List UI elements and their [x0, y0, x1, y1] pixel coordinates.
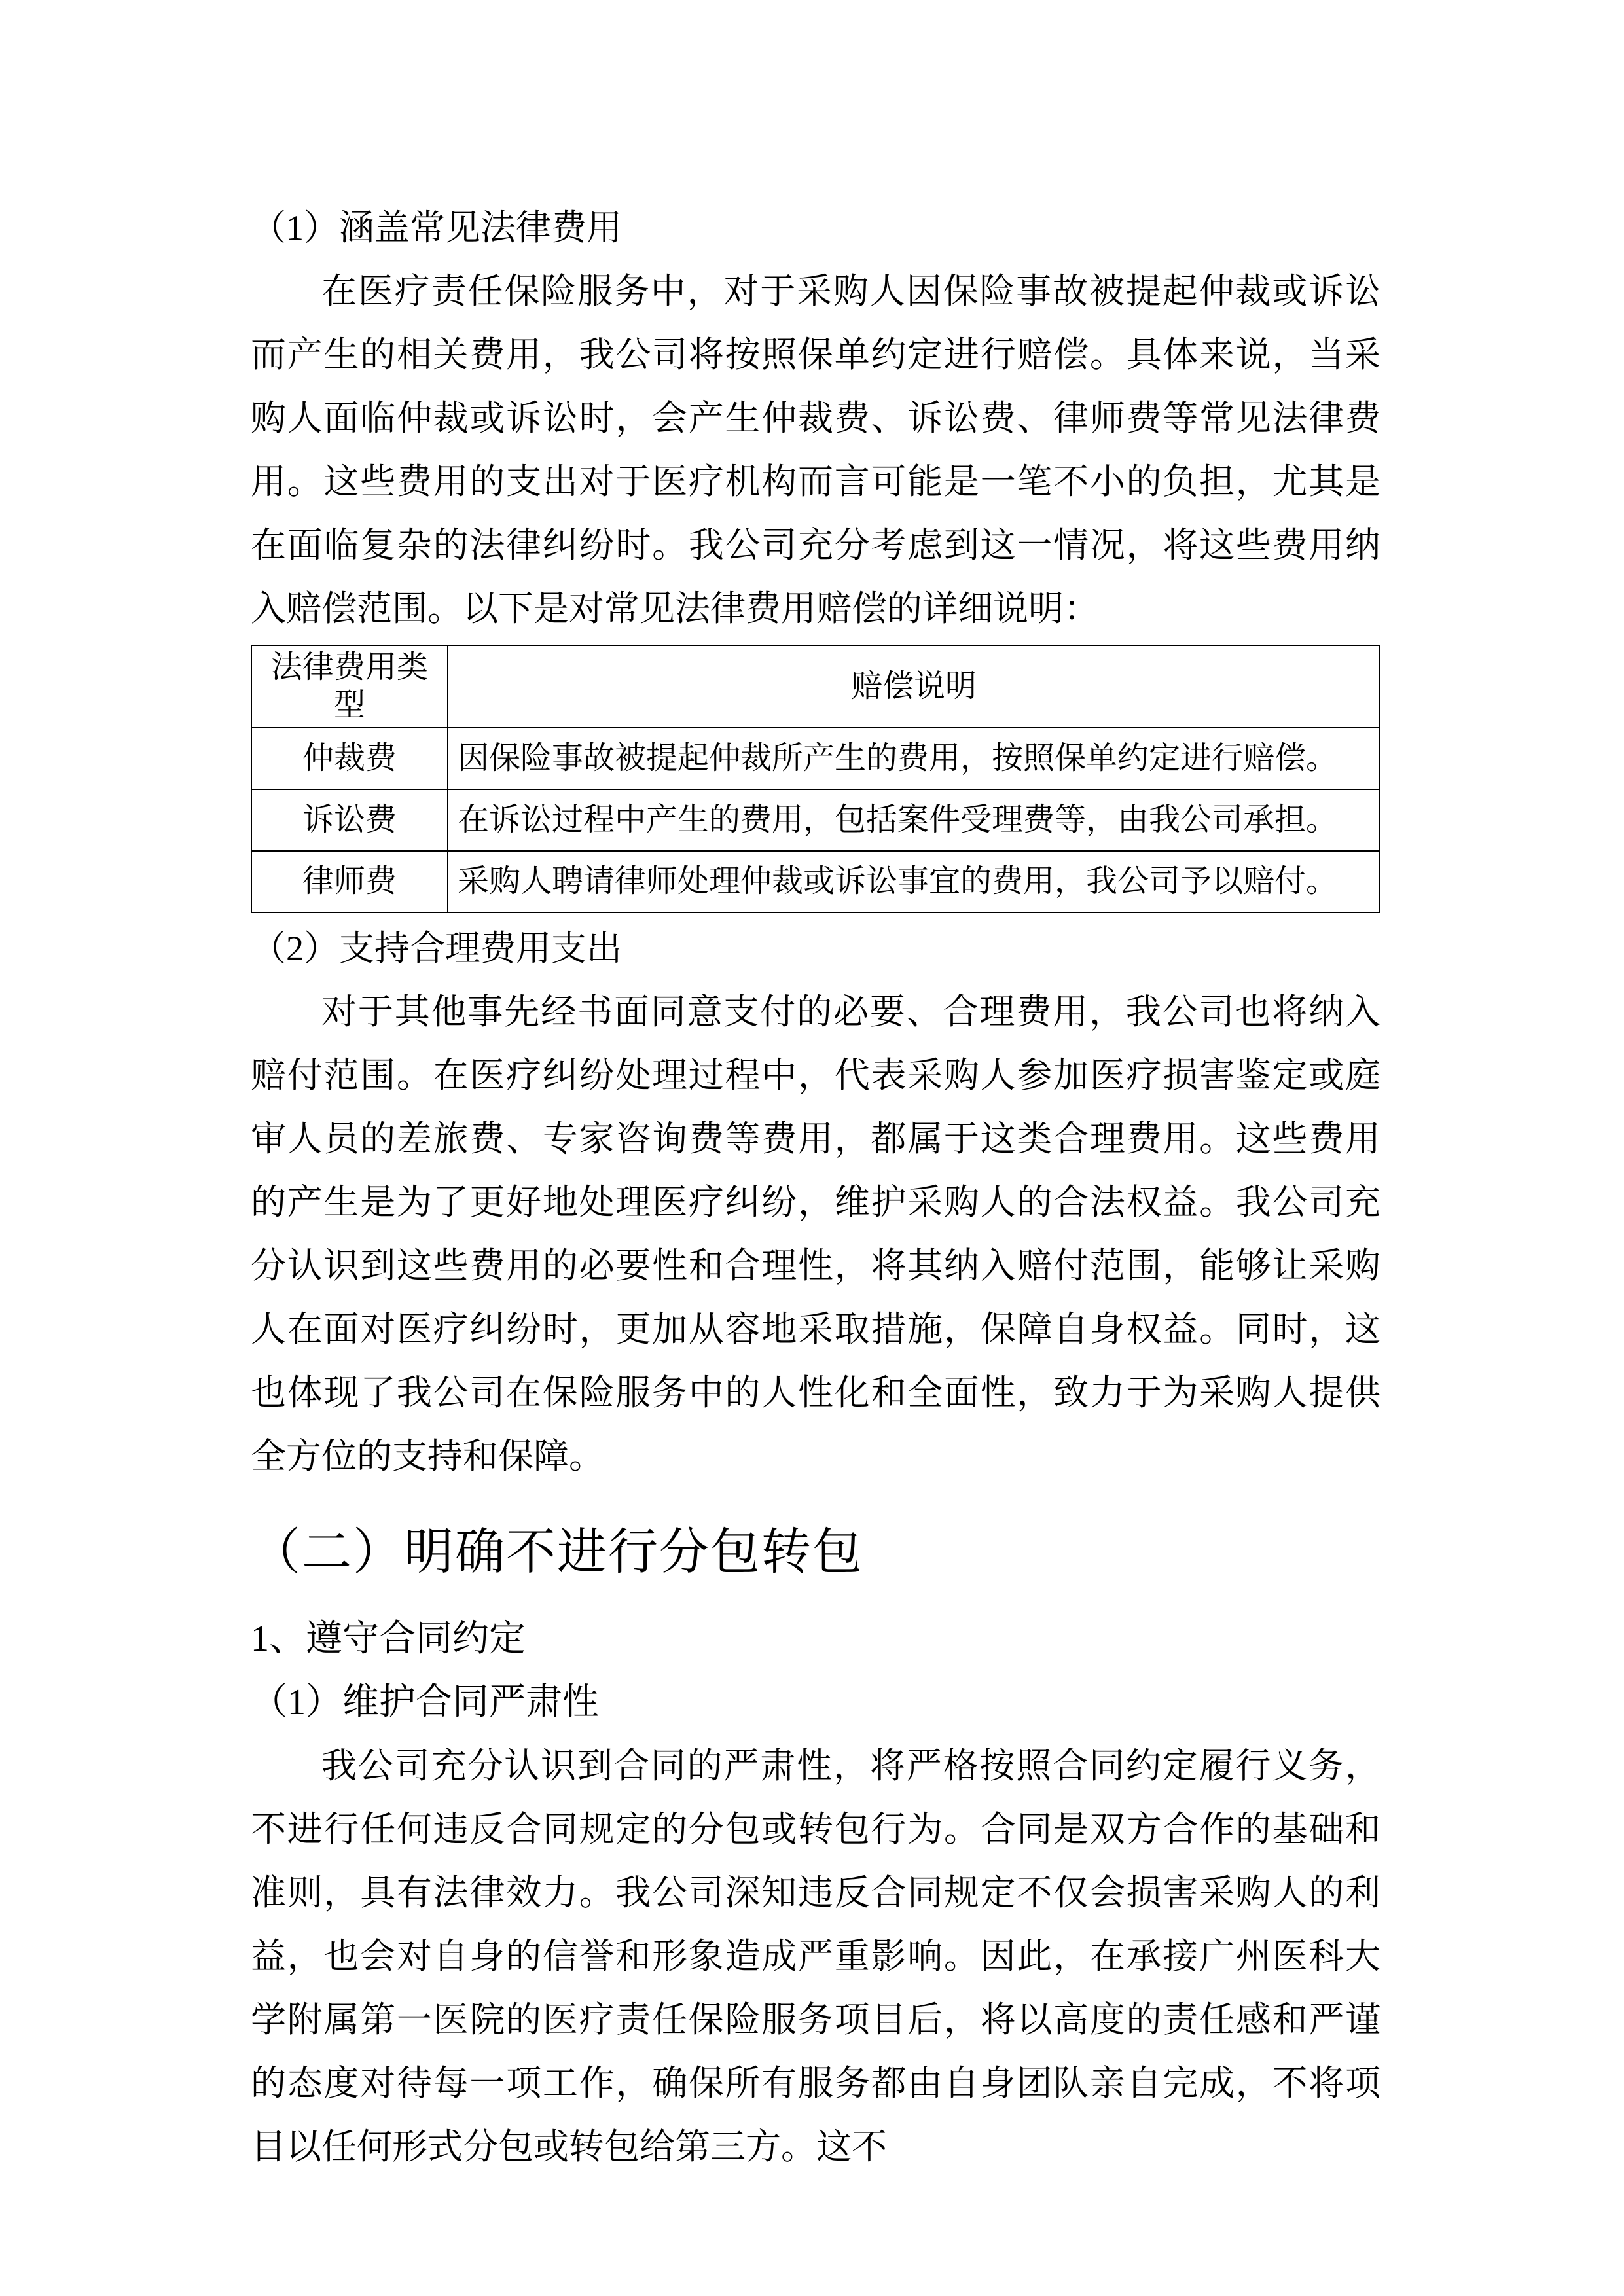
- table-header-fee-type: 法律费用类型: [251, 645, 448, 728]
- chapter-heading-no-subcontract: （二）明确不进行分包转包: [251, 1525, 863, 1580]
- table-row: [251, 789, 1380, 851]
- paragraph-legal-fees: 在医疗责任保险服务中，对于采购人因保险事故被提起仲裁或诉讼而产生的相关费用，我公司将按照保单约定进行赔偿。具体来说，当采购人面临仲裁或诉讼时，会产生仲裁费、诉讼费、律师费等常见法律费用。这些费用的支出对于医疗机构而言可能是一笔不小的负担，尤其是在面临复杂的法律纠纷时。我公司充分考虑到这一情况，将这些费用纳入赔偿范围。以下是对常见法律费用赔偿的详细说明：: [251, 272, 1380, 628]
- table-row: [251, 851, 1380, 912]
- section-heading-legal-fees: （1）涵盖常见法律费用: [251, 208, 622, 247]
- subheading-contract-seriousness: （1）维护合同严肃性: [251, 1682, 599, 1723]
- fees-table: [251, 645, 1380, 913]
- fee-type-cell: 诉讼费: [251, 789, 448, 851]
- fee-description-cell: 在诉讼过程中产生的费用，包括案件受理费等，由我公司承担。: [448, 789, 1380, 851]
- fees-table-header-row: [251, 645, 1380, 728]
- table-row: [251, 728, 1380, 789]
- paragraph-contract-seriousness: 我公司充分认识到合同的严肃性，将严格按照合同约定履行义务，不进行任何违反合同规定的分包或转包行为。合同是双方合作的基础和准则，具有法律效力。我公司深知违反合同规定不仅会损害采购人的利益，也会对自身的信誉和形象造成严重影响。因此，在承接广州医科大学附属第一医院的医疗责任保险服务项目后，将以高度的责任感和严谨的态度对待每一项工作，确保所有服务都由自身团队亲自完成，不将项目以任何形式分包或转包给第三方。这不: [251, 1746, 1380, 2166]
- fee-description-cell: 因保险事故被提起仲裁所产生的费用，按照保单约定进行赔偿。: [448, 728, 1380, 789]
- paragraph-reasonable-fees: 对于其他事先经书面同意支付的必要、合理费用，我公司也将纳入赔付范围。在医疗纠纷处理过程中，代表采购人参加医疗损害鉴定或庭审人员的差旅费、专家咨询费等费用，都属于这类合理费用。这些费用的产生是为了更好地处理医疗纠纷，维护采购人的合法权益。我公司充分认识到这些费用的必要性和合理性，将其纳入赔付范围，能够让采购人在面对医疗纠纷时，更加从容地采取措施，保障自身权益。同时，这也体现了我公司在保险服务中的人性化和全面性，致力于为采购人提供全方位的支持和保障。: [251, 992, 1380, 1476]
- subheading-contract-compliance: 1、遵守合同约定: [251, 1619, 526, 1659]
- fee-type-cell: 律师费: [251, 851, 448, 912]
- table-header-compensation-description: 赔偿说明: [448, 645, 1380, 728]
- fee-type-cell: 仲裁费: [251, 728, 448, 789]
- section-heading-reasonable-fees: （2）支持合理费用支出: [251, 929, 622, 968]
- fee-description-cell: 采购人聘请律师处理仲裁或诉讼事宜的费用，我公司予以赔付。: [448, 851, 1380, 912]
